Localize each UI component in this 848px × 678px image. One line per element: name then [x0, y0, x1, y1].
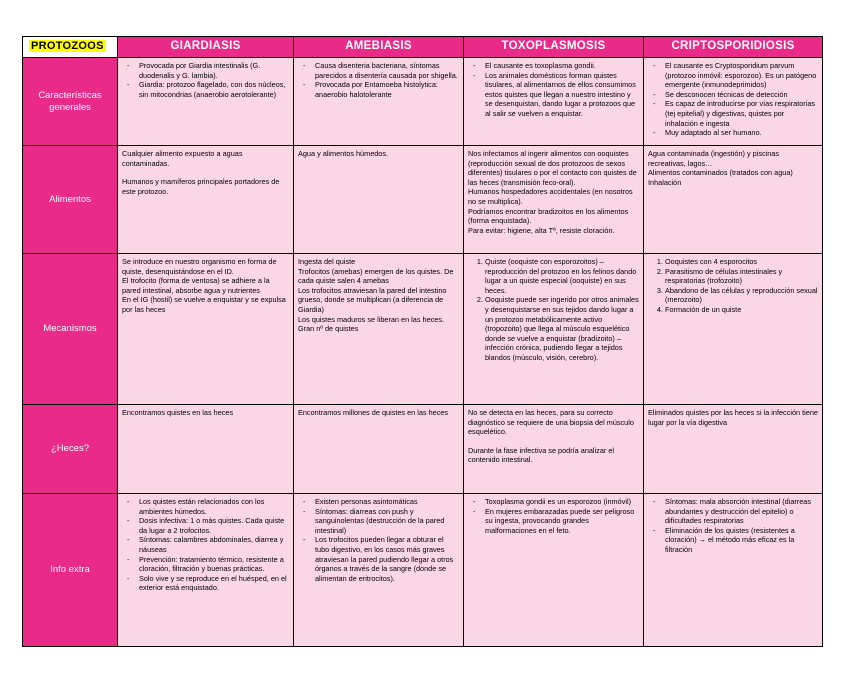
table-cell	[464, 405, 644, 494]
table-row	[23, 494, 823, 647]
list-item: - Síntomas: mala absorción intestinal (diarreas abundantes y destrucción del epitelio) o dificultades respiratorias	[665, 497, 818, 526]
list-item: - Es capaz de introducirse por vías respiratorias (tej epitelial) y digestivas, quistes por inhalación e ingesta	[665, 99, 818, 128]
cell-text: Cualquier alimento expuesto a aguas contaminadas.	[122, 149, 243, 168]
column-header: TOXOPLASMOSIS	[464, 37, 644, 58]
list-item: 2. Ooquiste puede ser ingerido por otros animales y desenquistarse en sus tejidos dando lugar a un protozoo metabólicamente activo (tropozoito) que llega al músculo esquelético donde se vuelve a enquistar (bradizoito) – infección crónica, pudiendo llegar a tejidos blandos (músculo, visión, cerebro).	[485, 295, 639, 362]
table-cell	[464, 254, 644, 405]
table-cell	[644, 58, 823, 146]
list-item: - Eliminación de los quistes (resistentes a cloración) → el método más eficaz es la filtración	[665, 526, 818, 555]
list-item: - Provocada por Giardia intestinalis (G. duodenalis y G. lambia).	[139, 61, 289, 80]
cell-text: Inhalación	[648, 177, 682, 187]
cell-text: Nos infectamos al ingerir alimentos con ooquistes (reproducción sexual de dos protozoos de sexos diferentes) tisulares o por el contacto con quistes de las heces (transmisión feco-oral).	[468, 149, 637, 187]
list-item: 1. Quiste (ooquiste con esporozoitos) – reproducción del protozoo en los felinos dando lugar a un quiste especial (ooquiste) en sus heces.	[485, 257, 639, 295]
table-cell	[118, 146, 294, 254]
protozoa-table	[22, 36, 823, 647]
list-item: - Giardia: protozoo flagelado, con dos núcleos, sin mitocondrias (anaerobio aerotolerante)	[139, 80, 289, 99]
list-item: - Existen personas asintomáticas	[315, 497, 459, 507]
table-cell	[464, 494, 644, 647]
table-row	[23, 254, 823, 405]
cell-text: No se detecta en las heces, para su correcto diagnóstico se requiere de una biopsia del músculo esquelético.	[468, 408, 634, 437]
table-cell	[118, 405, 294, 494]
list-item: 3. Abandono de las células y reproducción sexual (merozoito)	[665, 286, 818, 305]
table-cell	[644, 254, 823, 405]
corner-cell	[23, 37, 118, 58]
table-row	[23, 146, 823, 254]
cell-text: Agua contaminada (ingestión) y piscinas recreativas, lagos…	[648, 149, 780, 168]
cell-text: Eliminados quistes por las heces si la infección tiene lugar por la vía digestiva	[648, 408, 818, 427]
cell-text: Podríamos encontrar bradizoitos en los alimentos (forma enquistada).	[468, 206, 629, 226]
cell-text: Ingesta del quiste	[298, 257, 356, 266]
table-cell	[118, 254, 294, 405]
row-header: Mecanismos	[23, 254, 118, 405]
table-cell	[118, 58, 294, 146]
list-item: 4. Formación de un quiste	[665, 305, 818, 315]
table-cell	[644, 405, 823, 494]
cell-text: Los quistes maduros se liberan en las heces.	[298, 314, 445, 324]
cell-text: Se introduce en nuestro organismo en forma de quiste, desenquistándose en el ID.	[122, 257, 277, 276]
list-item: - Toxoplasma gondii es un esporozoo (inmóvil)	[485, 497, 639, 507]
table-cell	[644, 494, 823, 647]
list-item: - Síntomas: diarreas con push y sanguinolentas (destrucción de la pared intestinal)	[315, 507, 459, 536]
document-page	[22, 36, 823, 647]
table-cell	[644, 146, 823, 254]
list-item: - El causante es Cryptosporidium parvum (protozoo inmóvil: esporozoo). Es un patógeno emergente (inmunodeprimidos)	[665, 61, 818, 90]
list-item: - Se desconocen técnicas de detección	[665, 90, 818, 100]
list-item: - Los animales domésticos forman quistes tisulares, al alimentarnos de ellos consumimos estos quistes que llegan a nuestro intestino y se desenquistan, dando lugar a protozoos que al salir se vuelven a enquistar.	[485, 71, 639, 119]
table-cell	[294, 254, 464, 405]
table-cell	[294, 146, 464, 254]
column-header: GIARDIASIS	[118, 37, 294, 58]
cell-text: El trofocito (forma de ventosa) se adhiere a la pared intestinal, absorbe agua y nutrientes	[122, 276, 270, 295]
cell-text: Durante la fase infectiva se podría analizar el contenido intestinal.	[468, 445, 615, 465]
table-cell	[294, 58, 464, 146]
row-header: Características generales	[23, 58, 118, 146]
cell-text: Alimentos contaminados (tratados con agua)	[648, 168, 793, 178]
list-item: - Muy adaptado al ser humano.	[665, 128, 818, 138]
list-item: 2. Parasitismo de células intestinales y respiratorias (trofozoito)	[665, 267, 818, 286]
list-item: - En mujeres embarazadas puede ser peligroso su ingesta, provocando grandes malformaciones en el feto.	[485, 507, 639, 536]
cell-text: Los trofocitos atraviesan la pared del intestino grueso, donde se multiplican (a diferencia de Giardia)	[298, 285, 447, 314]
list-item: - Causa disenteria bacteriana, síntomas parecidos a disentería causada por shigella.	[315, 61, 459, 80]
cell-text: Humanos y mamíferos principales portadores de este protozoo.	[122, 177, 280, 196]
table-cell	[294, 494, 464, 647]
cell-text: Para evitar: higiene, alta Tª, resiste cloración.	[468, 225, 615, 235]
cell-text: Encontramos millones de quistes en las heces	[298, 408, 449, 417]
cell-text: Humanos hospedadores accidentales (en nosotros no se multiplica).	[468, 187, 633, 206]
row-header: Info extra	[23, 494, 118, 647]
list-item: - Síntomas: calambres abdominales, diarrea y náuseas	[139, 535, 289, 554]
list-item: - El causante es toxoplasma gondii.	[485, 61, 639, 71]
list-item: - Los trofocitos pueden llegar a obturar el tubo digestivo, en los casos más graves atraviesan la pared pudiendo llegar a otros órganos a través de la sangre (donde se alimentan de eritrocitos).	[315, 535, 459, 583]
column-header: CRIPTOSPORIDIOSIS	[644, 37, 823, 58]
table-cell	[464, 58, 644, 146]
row-header: ¿Heces?	[23, 405, 118, 494]
list-item: - Solo vive y se reproduce en el huésped, en el exterior está enquistado.	[139, 574, 289, 593]
cell-text: En el IG (hostil) se vuelve a enquistar y se expulsa por las heces	[122, 295, 286, 314]
table-cell	[464, 146, 644, 254]
table-row	[23, 405, 823, 494]
row-header: Alimentos	[23, 146, 118, 254]
cell-text: Gran nº de quistes	[298, 324, 359, 334]
cell-text: Encontramos quistes en las heces	[122, 408, 234, 417]
list-item: - Prevención: tratamiento térmico, resistente a cloración, filtración y buenas prácticas.	[139, 555, 289, 574]
header-row	[23, 37, 823, 58]
list-item: - Provocada por Entamoeba histolytica: anaerobio halotolerante	[315, 80, 459, 99]
list-item: 1. Ooquistes con 4 esporocitos	[665, 257, 818, 267]
cell-text: Trofocitos (amebas) emergen de los quistes. De cada quiste salen 4 amebas	[298, 266, 454, 286]
column-header: AMEBIASIS	[294, 37, 464, 58]
table-row	[23, 58, 823, 146]
table-cell	[294, 405, 464, 494]
list-item: - Los quistes están relacionados con los ambientes húmedos.	[139, 497, 289, 516]
table-cell	[118, 494, 294, 647]
table-title: PROTOZOOS	[31, 40, 104, 53]
list-item: - Dosis infectiva: 1 o más quistes. Cada quiste da lugar a 2 trofocitos.	[139, 516, 289, 535]
cell-text: Agua y alimentos húmedos.	[298, 149, 389, 158]
